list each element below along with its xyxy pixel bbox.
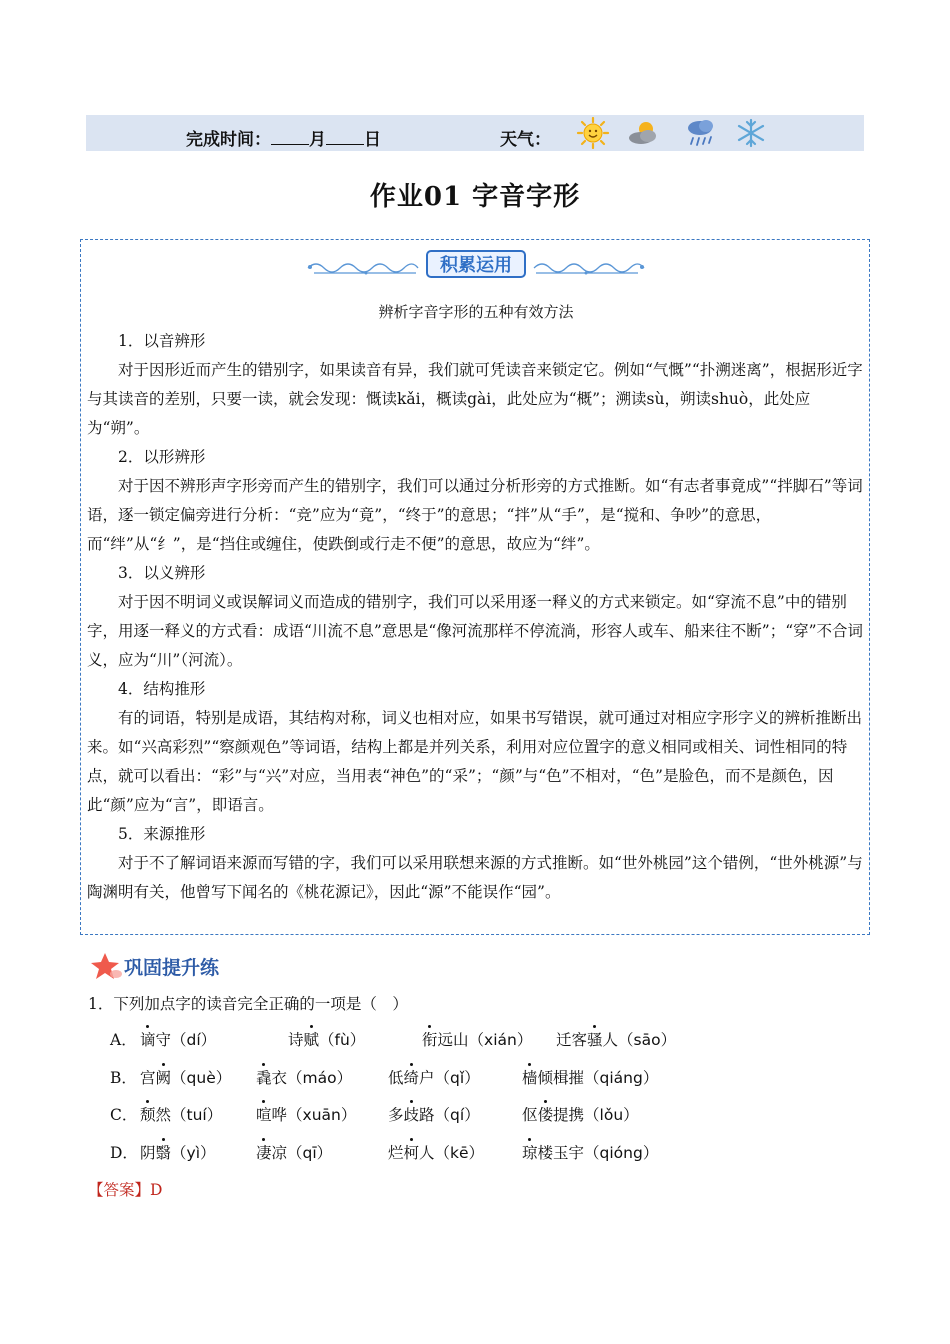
snow-icon[interactable] (734, 117, 768, 149)
pinyin: （kē） (434, 1144, 485, 1162)
method-text: 对于因不辨形声字形旁而产生的错别字，我们可以通过分析形旁的方式推断。如“有志者事竟成”“拌脚石”等词语，逐一锁定偏旁进行分析：“竞”应为“竟”，“终于”的意思；“拌”从“手”，是“搅和、争吵”的意思，而“绊”从“纟”，是“挡住或缠住，使跌倒或行走不便”的意思，故应为“绊”。 (87, 477, 863, 553)
dotted-char: 喧 (256, 1103, 272, 1125)
option-word (288, 1028, 365, 1050)
word-part: 守 (155, 1031, 172, 1049)
pinyin: （dí） (171, 1031, 217, 1049)
completion-time (186, 125, 381, 150)
method-text: 对于因不明词义或误解词义而造成的错别字，我们可以采用逐一释义的方式来锁定。如“穿流不息”中的错别字，用逐一释义的方式看：成语“川流不息”意思是“像河流那样不停流淌，形容人或车、船来往不断”；“穿”不合词义，应为“川”（河流）。 (87, 593, 864, 669)
pinyin: （fù） (319, 1031, 366, 1049)
method-subtitle: 辨析字音字形的五种有效方法 (378, 303, 574, 321)
dotted-char: 柯 (404, 1141, 420, 1163)
month-blank[interactable] (271, 130, 309, 145)
method-heading: 5．来源推形 (118, 825, 206, 843)
method-text: 对于因形近而产生的错别字，如果读音有异，我们就可凭读音来锁定它。例如“气慨”“扑溯迷离”，根据形近字与其读音的差别，只要一读，就会发现：慨读kǎi，概读gài，此处应为“概”；溯读sù，朔读shuò，此处应为“朔”。 (87, 361, 863, 437)
practice-banner (90, 950, 290, 984)
option-word (140, 1028, 216, 1050)
pinyin: （lǒu） (584, 1106, 639, 1124)
star-icon (90, 950, 124, 984)
word-part: 多 (388, 1106, 404, 1124)
option-word (256, 1066, 352, 1088)
method-text: 有的词语，特别是成语，其结构对称，词义也相对应，如果书写错误，就可通过对相应字形字义的辨析推断出来。如“兴高彩烈”“察颜观色”等词语，结构上都是并列关系，利用对应位置字的意义相同或相关、词性相同的特点，就可以看出：“彩”与“兴”对应，当用表“神色”的“采”；“颜”与“色”不相对，“色”是脸色，而不是颜色，因此“颜”应为“言”，即语言。 (87, 709, 863, 814)
option-word (256, 1141, 332, 1163)
pinyin: （qǐ） (434, 1069, 480, 1087)
pinyin: （yì） (171, 1144, 216, 1162)
method-box (80, 239, 870, 935)
dotted-char: 偻 (538, 1103, 554, 1125)
pinyin: （xuān） (287, 1106, 357, 1124)
dotted-char: 翳 (156, 1141, 172, 1163)
pinyin: （qī） (287, 1144, 333, 1162)
option-label: B． (110, 1069, 137, 1087)
word-part: 楼玉宇 (537, 1144, 585, 1162)
word-part: 人 (602, 1031, 619, 1049)
dotted-char: 衔 (422, 1028, 438, 1050)
option-label: D． (110, 1144, 138, 1162)
dotted-char: 绮 (404, 1066, 420, 1088)
pinyin: （qí） (434, 1106, 480, 1124)
pinyin: （sāo） (618, 1031, 677, 1049)
month-label: 月 (309, 130, 326, 150)
word-part: 烂 (388, 1144, 404, 1162)
pinyin: （tuí） (171, 1106, 223, 1124)
option-label: C． (110, 1106, 138, 1124)
dotted-char: 歧 (404, 1103, 420, 1125)
word-part: 阴 (140, 1144, 156, 1162)
option-word (388, 1103, 480, 1125)
word-part: 提携 (553, 1106, 585, 1124)
dotted-char: 阙 (156, 1066, 172, 1088)
word-part: 宫 (140, 1069, 156, 1087)
option-word (422, 1028, 532, 1050)
dotted-char: 赋 (304, 1028, 320, 1050)
option-word (522, 1066, 658, 1088)
sun-icon[interactable] (576, 117, 610, 149)
dotted-char: 颓 (140, 1103, 156, 1125)
word-part: 户 (419, 1069, 435, 1087)
option-word (522, 1103, 639, 1125)
word-part: 衣 (271, 1069, 288, 1087)
dotted-char: 毳 (256, 1066, 272, 1088)
banner-label: 积累运用 (426, 250, 526, 278)
dotted-char: 凄 (256, 1141, 272, 1163)
word-part: 伛 (522, 1106, 538, 1124)
method-heading: 3．以义辨形 (118, 564, 206, 582)
pinyin: （máo） (287, 1069, 353, 1087)
option-word (256, 1103, 356, 1125)
option-word (522, 1141, 658, 1163)
page-title: 作业01 字音字形 (369, 182, 581, 212)
dotted-char: 骚 (587, 1028, 603, 1050)
rain-icon[interactable] (684, 117, 718, 149)
word-part: 路 (419, 1106, 435, 1124)
method-text: 对于不了解词语来源而写错的字，我们可以采用联想来源的方式推断。如“世外桃园”这个错例，“世外桃源”与陶渊明有关，他曾写下闻名的《桃花源记》，因此“源”不能误作“园”。 (87, 854, 863, 901)
pinyin: （xián） (468, 1031, 533, 1049)
word-part: 人 (419, 1144, 435, 1162)
word-part: 凉 (271, 1144, 288, 1162)
weather-label: 天气： (500, 130, 551, 150)
word-part: 迁客 (556, 1031, 588, 1049)
day-label: 日 (364, 130, 381, 150)
question-text: 1．下列加点字的读音完全正确的一项是（ ） (88, 995, 408, 1013)
practice-title: 巩固提升练 (124, 957, 220, 979)
option-word (140, 1103, 222, 1125)
option-word (140, 1066, 231, 1088)
answer-text: 【答案】D (88, 1181, 163, 1199)
option-word (388, 1141, 484, 1163)
word-part: 低 (388, 1069, 404, 1087)
word-part: 倾楫摧 (537, 1069, 585, 1087)
pinyin: （qióng） (584, 1144, 659, 1162)
time-label: 完成时间： (186, 130, 271, 150)
method-heading: 4．结构推形 (118, 680, 206, 698)
option-label: A． (110, 1031, 137, 1049)
option-word (556, 1028, 676, 1050)
word-part: 诗 (288, 1031, 304, 1049)
method-content (87, 298, 865, 907)
section-banner (306, 246, 646, 282)
word-part: 哗 (271, 1106, 288, 1124)
method-heading: 1．以音辨形 (118, 332, 206, 350)
pinyin: （qiáng） (584, 1069, 659, 1087)
word-part: 然 (155, 1106, 172, 1124)
day-blank[interactable] (326, 130, 364, 145)
method-heading: 2．以形辨形 (118, 448, 206, 466)
dotted-char: 谪 (140, 1028, 156, 1050)
option-word (140, 1141, 216, 1163)
word-part: 远山 (437, 1031, 469, 1049)
option-word (388, 1066, 480, 1088)
header-bar (86, 115, 864, 151)
cloudy-icon[interactable] (626, 117, 660, 149)
pinyin: （què） (171, 1069, 232, 1087)
dotted-char: 琼 (522, 1141, 538, 1163)
dotted-char: 樯 (522, 1066, 538, 1088)
